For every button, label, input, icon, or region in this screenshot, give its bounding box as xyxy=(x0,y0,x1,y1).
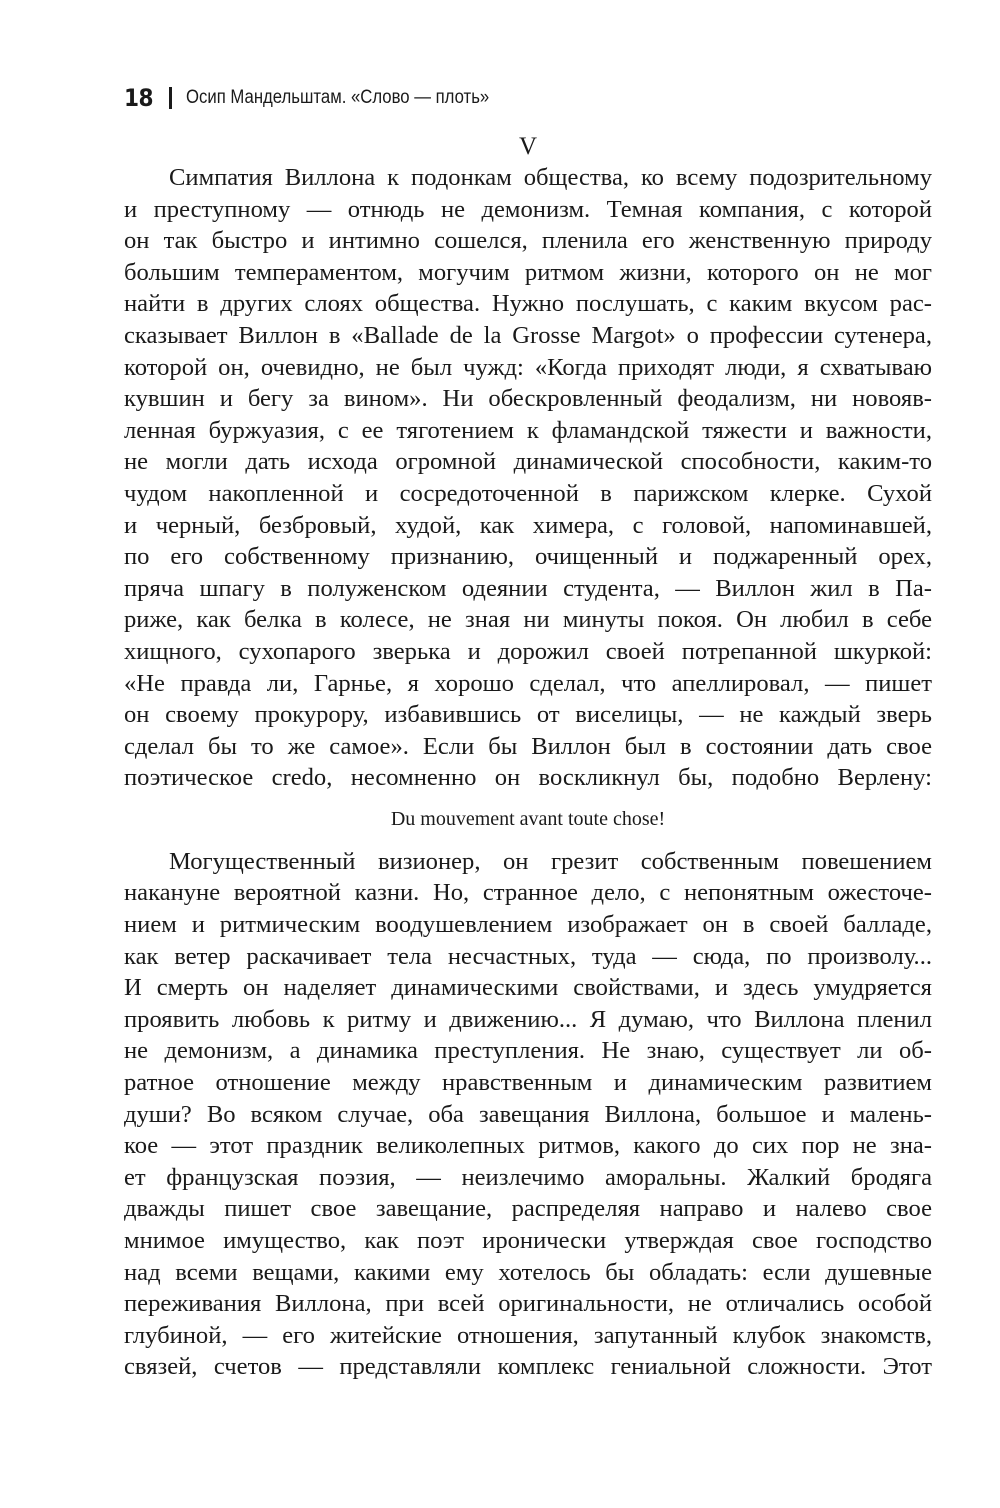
text-line: и преступному — отнюдь не демонизм. Темная компания, с которой xyxy=(124,195,932,223)
text-line: ленная буржуазия, с ее тяготением к фламандской тяжести и важности, xyxy=(124,416,932,444)
text-line: хищного, сухопарого зверька и дорожил своей потрепанной шкуркой: xyxy=(124,637,932,665)
text-line: сделал бы то же самое». Если бы Виллон был в состоянии дать свое xyxy=(124,732,932,760)
text-line: сказывает Виллон в «Ballade de la Grosse Margot» о профессии сутенера, xyxy=(124,321,932,349)
text-line: и черный, безбровый, худой, как химера, с головой, напоминавшей, xyxy=(124,511,932,539)
text-line: связей, счетов — представляли комплекс гениальной сложности. Этот xyxy=(124,1353,932,1381)
text-line: кое — этот праздник великолепных ритмов, какого до сих пор не зна- xyxy=(124,1132,932,1160)
text-line: проявить любовь к ритму и движению... Я думаю, что Виллона пленил xyxy=(124,1005,932,1033)
text-line: большим темпераментом, могучим ритмом жизни, которого он не мог xyxy=(124,258,932,286)
text-line: накануне вероятной казни. Но, странное дело, с непонятным ожесточе- xyxy=(124,879,932,907)
text-line: которой он, очевидно, не был чужд: «Когда приходят люди, я схватываю xyxy=(124,353,932,381)
text-line: ратное отношение между нравственным и динамическим развитием xyxy=(124,1069,932,1097)
running-head-title: Осип Мандельштам. «Слово — плоть» xyxy=(186,87,490,108)
text-line: дважды пишет свое завещание, распределяя направо и налево свое xyxy=(124,1195,932,1223)
text-line: найти в других слоях общества. Нужно послушать, с каким вкусом рас- xyxy=(124,290,932,318)
header-separator xyxy=(169,87,172,109)
page-number: 18 xyxy=(124,84,154,112)
text-line: как ветер раскачивает тела несчастных, туда — сюда, по произволу... xyxy=(124,942,932,970)
text-line: пряча шпагу в полуженском одеянии студента, — Виллон жил в Па- xyxy=(124,574,932,602)
section-heading: V xyxy=(518,133,538,160)
paragraph-1 xyxy=(124,162,932,794)
text-line: переживания Виллона, при всей оригинальности, не отличались особой xyxy=(124,1290,932,1318)
text-line: по его собственному признанию, очищенный и поджаренный орех, xyxy=(124,543,932,571)
text-line: «Не правда ли, Гарнье, я хорошо сделал, что апеллировал, — пишет xyxy=(124,669,932,697)
text-line: Симпатия Виллона к подонкам общества, ко всему подозрительному xyxy=(169,164,932,191)
paragraph-2 xyxy=(124,846,932,1383)
text-line: Могущественный визионер, он грезит собственным повешением xyxy=(169,847,932,875)
text-line: поэтическое credo, несомненно он воскликнул бы, подобно Верлену: xyxy=(124,764,932,792)
text-line: не могли дать исхода огромной динамической способности, каким-то xyxy=(124,448,932,476)
running-head xyxy=(124,80,932,116)
verlaine-quote: Du mouvement avant toute chose! xyxy=(390,807,666,830)
text-line: И смерть он наделяет динамическими свойствами, и здесь умудряется xyxy=(124,974,932,1002)
text-line: он так быстро и интимно сошелся, пленила его женственную природу xyxy=(124,227,932,255)
body-text xyxy=(124,162,932,1383)
text-line: он своему прокурору, избавившись от виселицы, — не каждый зверь xyxy=(124,701,932,729)
text-line: ет французская поэзия, — неизлечимо аморальны. Жалкий бродяга xyxy=(124,1163,932,1191)
text-line: нием и ритмическим воодушевлением изображает он в своей балладе, xyxy=(124,911,932,939)
text-line: мнимое имущество, как поэт иронически утверждая свое господство xyxy=(124,1227,932,1254)
text-line: над всеми вещами, какими ему хотелось бы обладать: если душевные xyxy=(124,1258,932,1286)
text-line: души? Во всяком случае, оба завещания Виллона, большое и малень- xyxy=(124,1100,932,1128)
text-line: чудом накопленной и сосредоточенной в парижском клерке. Сухой xyxy=(124,479,932,507)
text-line: риже, как белка в колесе, не зная ни минуты покоя. Он любил в себе xyxy=(124,606,932,634)
text-line: не демонизм, а динамика преступления. Не знаю, существует ли об- xyxy=(124,1037,932,1065)
text-line: глубиной, — его житейские отношения, запутанный клубок знакомств, xyxy=(124,1321,932,1349)
text-line: кувшин и бегу за вином». Ни обескровленный феодализм, ни новояв- xyxy=(124,385,932,413)
